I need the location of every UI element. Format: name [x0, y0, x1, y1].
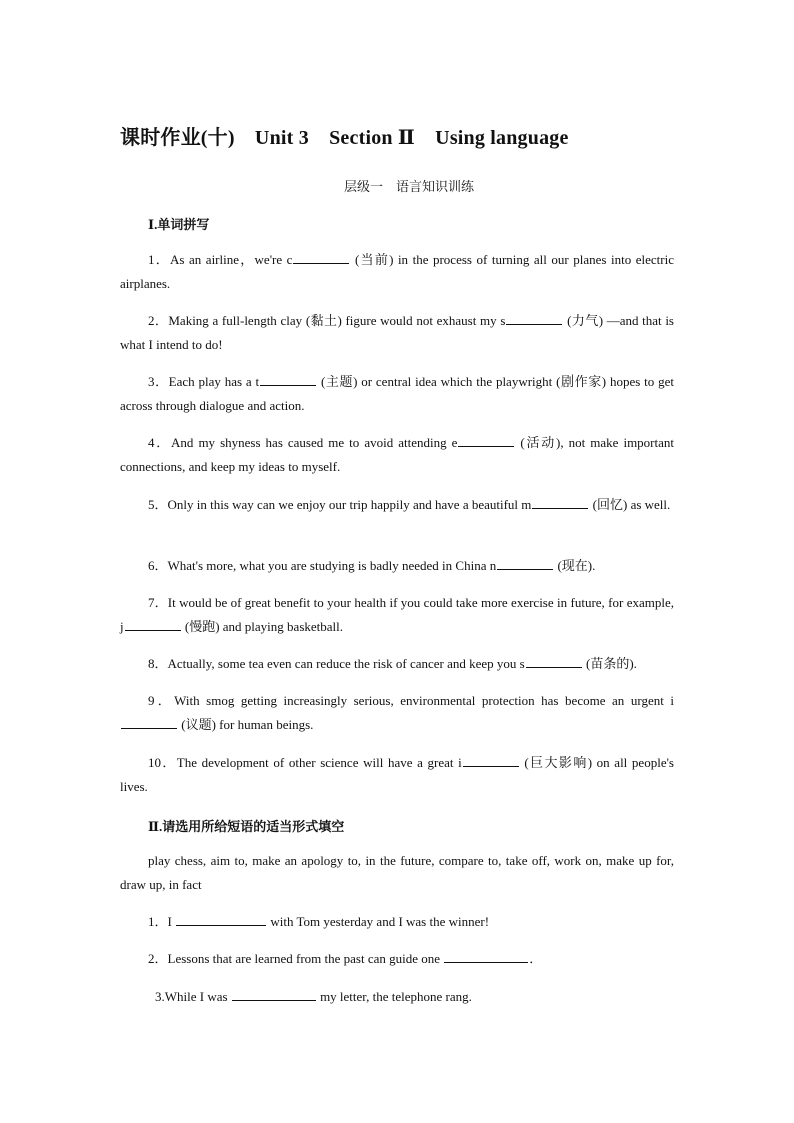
answer-blank[interactable]	[526, 655, 582, 668]
question-item: 5．Only in this way can we enjoy our trip happily and have a beautiful m (回忆) as well.	[148, 497, 671, 512]
answer-blank[interactable]	[458, 434, 514, 447]
question-item: 3．Each play has a t (主题) or central idea which the playwright (剧作家) hopes to get across through dialogue and action.	[120, 374, 674, 413]
level-subtitle: 层级一 语言知识训练	[343, 179, 474, 194]
answer-blank[interactable]	[532, 496, 588, 509]
question-item: 6．What's more, what you are studying is badly needed in China n (现在).	[148, 558, 596, 573]
answer-blank[interactable]	[125, 618, 181, 631]
answer-blank[interactable]	[121, 716, 177, 729]
section-1-heading: Ⅰ.单词拼写	[148, 217, 210, 232]
phrase-bank: play chess, aim to, make an apology to, in the future, compare to, take off, work on, make up for, draw up, in fact	[120, 853, 674, 892]
answer-blank[interactable]	[463, 754, 519, 767]
answer-blank[interactable]	[260, 373, 316, 386]
page-title: 课时作业(十) Unit 3 Section Ⅱ Using language	[120, 127, 569, 149]
answer-blank[interactable]	[497, 557, 553, 570]
answer-blank[interactable]	[506, 312, 562, 325]
answer-blank[interactable]	[176, 913, 266, 926]
question-item: 8．Actually, some tea even can reduce the risk of cancer and keep you s (苗条的).	[148, 656, 637, 671]
question-item: 7．It would be of great benefit to your health if you could take more exercise in future, for example, j (慢跑) and playing basketball.	[120, 595, 674, 634]
section-2-heading: Ⅱ.请选用所给短语的适当形式填空	[148, 819, 345, 834]
question-item: 10．The development of other science will have a great i (巨大影响) on all people's lives.	[120, 755, 674, 794]
answer-blank[interactable]	[444, 950, 528, 963]
question-item: 9．With smog getting increasingly serious, environmental protection has become an urgent i (议题) for human beings.	[120, 689, 674, 736]
question-item: 2．Making a full-length clay (黏土) figure would not exhaust my s (力气) —and that is what I intend to do!	[120, 313, 674, 352]
answer-blank[interactable]	[293, 251, 349, 264]
question-item: 4．And my shyness has caused me to avoid attending e (活动), not make important connections, and keep my ideas to myself.	[120, 435, 674, 474]
question-item: 2．Lessons that are learned from the past can guide one ．	[148, 951, 543, 966]
question-item: 3.While I was my letter, the telephone rang.	[155, 989, 472, 1004]
question-item: 1．I with Tom yesterday and I was the winner!	[148, 914, 490, 929]
question-item: 1．As an airline，we're c (当前) in the process of turning all our planes into electric airplanes.	[120, 252, 674, 291]
answer-blank[interactable]	[232, 988, 316, 1001]
